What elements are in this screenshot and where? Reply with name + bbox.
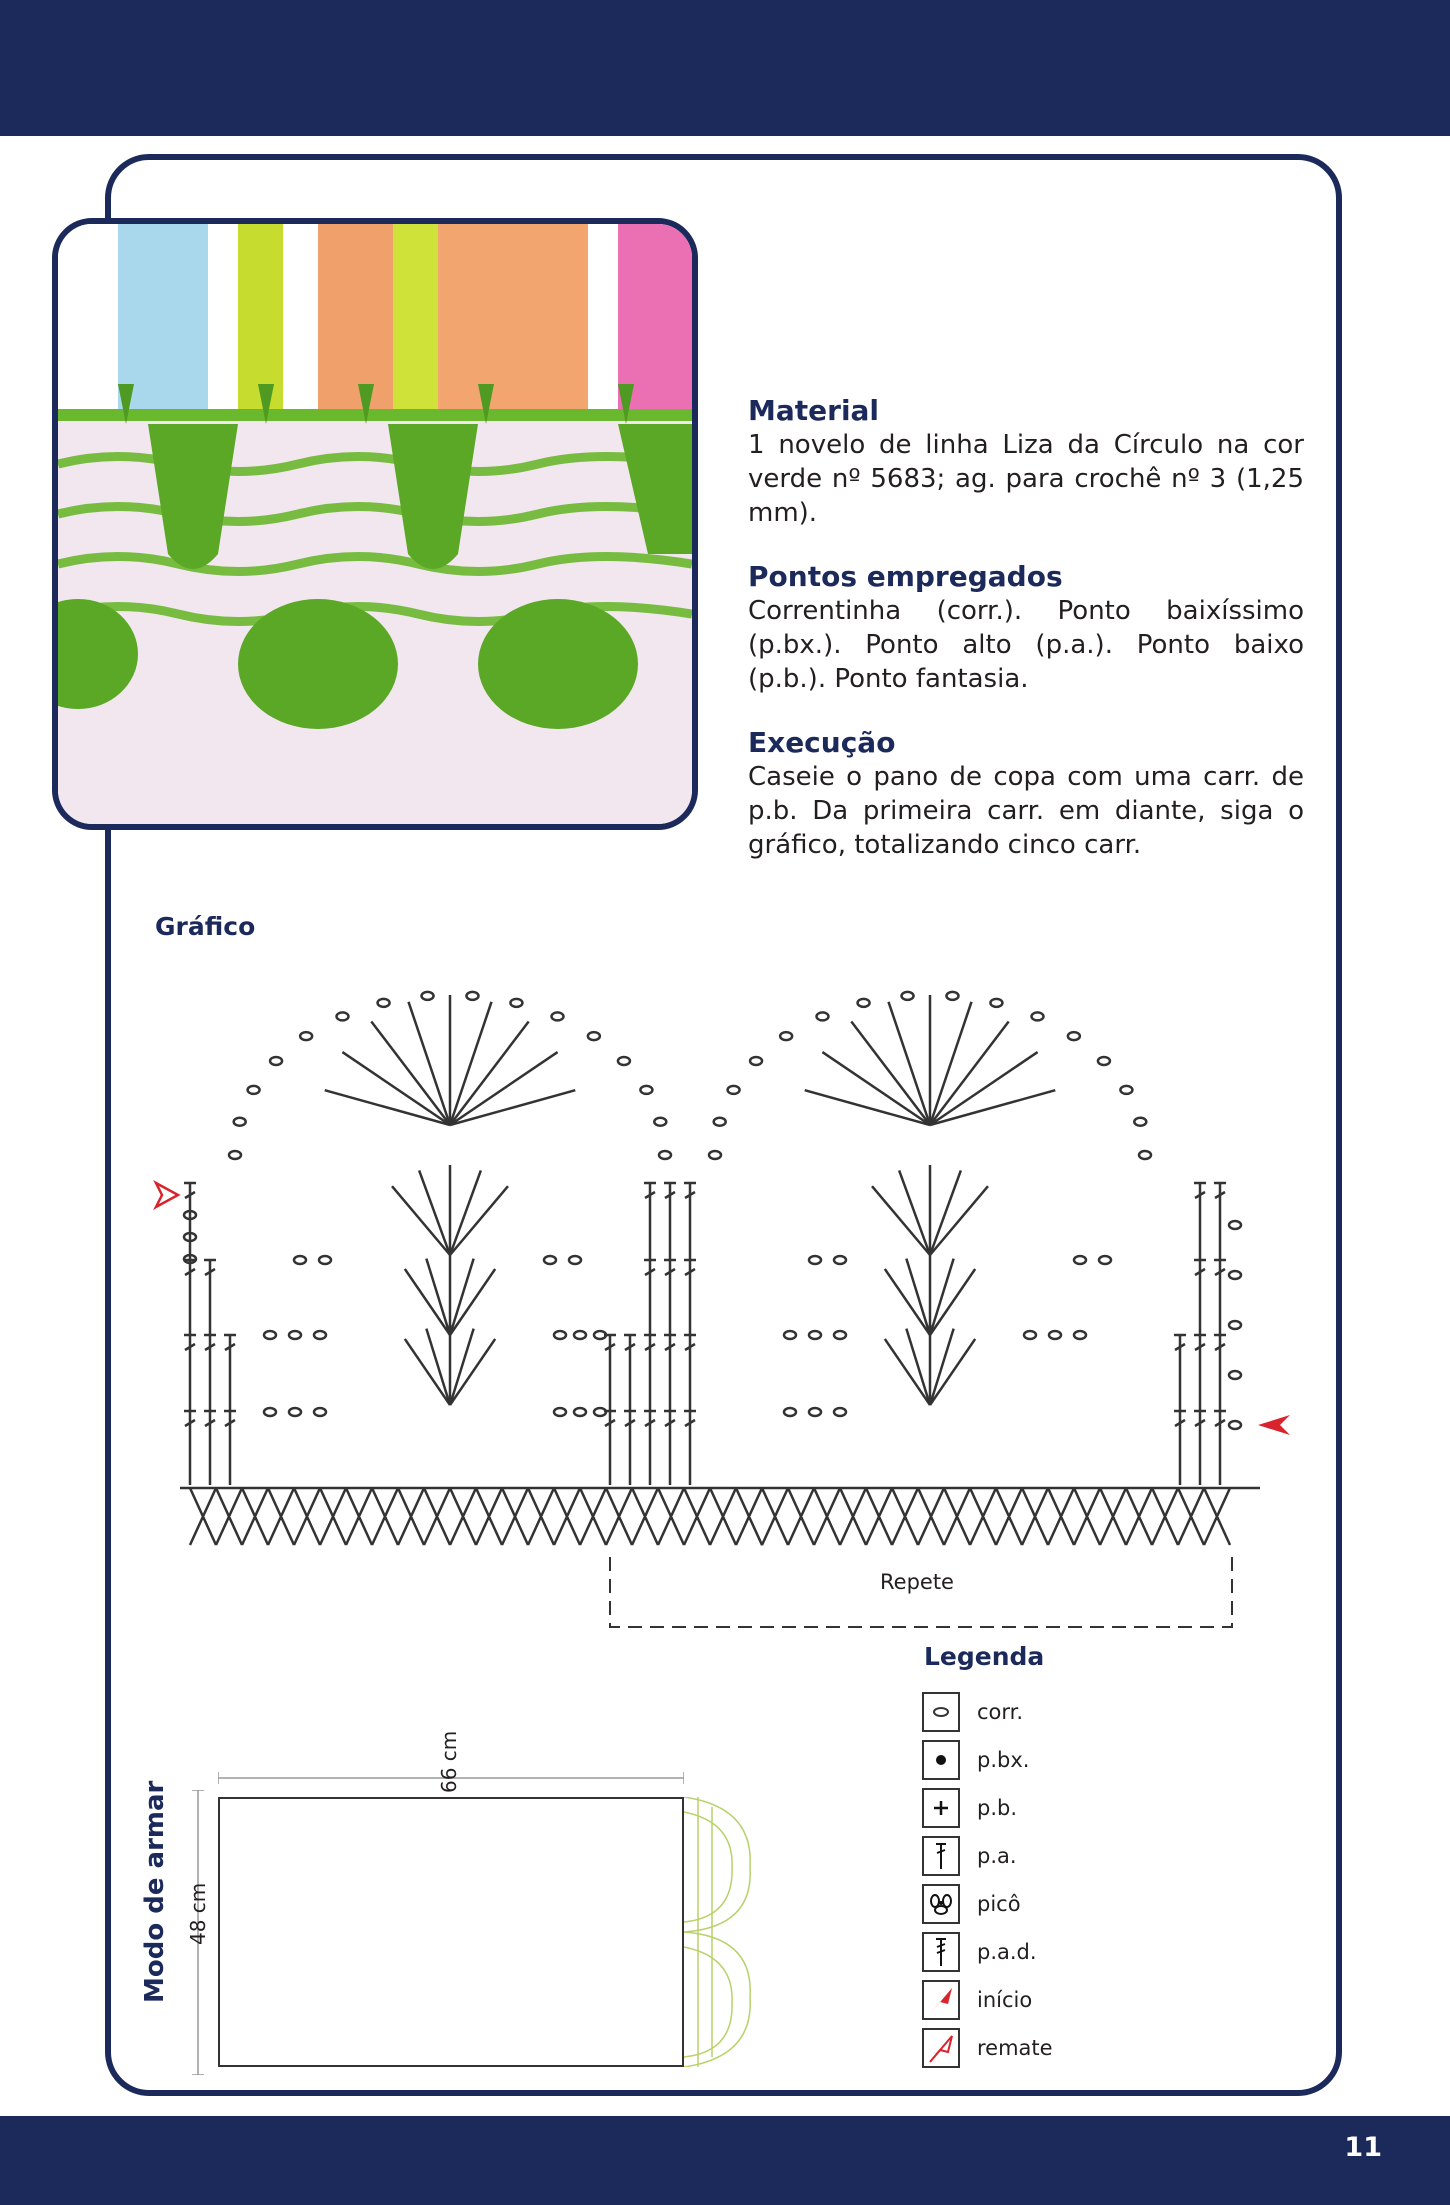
section-body-execution: Caseie o pano de copa com uma carr. de p.b. Da primeira carr. em diante, siga o gráfico, totalizando cinco carr. [748,762,1304,860]
repeat-label: Repete [880,1570,954,1594]
legend-label: p.a.d. [977,1940,1037,1964]
crochet-chart [150,925,1290,1650]
finish-arrow-icon [156,1183,178,1207]
dot-icon [922,1740,960,1780]
header-band [0,0,1450,136]
height-label: 48 cm [186,1882,210,1945]
double-tall-stitch-icon [922,1932,960,1972]
start-arrow-icon [922,1980,960,2020]
legend-label: p.b. [977,1796,1018,1820]
legend-label: corr. [977,1700,1024,1724]
legend-label: remate [977,2036,1053,2060]
edging-trim [684,1797,756,2067]
legend-label: p.bx. [977,1748,1030,1772]
chart-title: Gráfico [155,912,256,941]
assembly-title: Modo de armar [140,1780,170,2003]
section-body-material: 1 novelo de linha Liza da Círculo na cor verde nº 5683; ag. para crochê nº 3 (1,25 mm). [748,430,1304,528]
section-title-execution: Execução [748,726,896,759]
legend-label: picô [977,1892,1021,1916]
legend-title: Legenda [924,1642,1045,1671]
finish-arrow-icon [922,2028,960,2068]
width-label: 66 cm [437,1730,461,1793]
towel-rectangle [218,1797,684,2067]
start-arrow-icon [1258,1415,1290,1435]
footer-band [0,2116,1450,2205]
picot-icon [922,1884,960,1924]
tall-stitch-icon [922,1836,960,1876]
page-number: 11 [1344,2132,1382,2163]
section-title-stitches: Pontos empregados [748,560,1063,593]
chain-oval-icon [922,1692,960,1732]
product-photo [52,218,698,830]
base-row [180,1488,1260,1545]
legend-label: início [977,1988,1033,2012]
section-body-stitches: Correntinha (corr.). Ponto baixíssimo (p.bx.). Ponto alto (p.a.). Ponto baixo (p.b.). Ponto fantasia. [748,596,1304,694]
section-title-material: Material [748,394,880,427]
instructions [748,394,1304,892]
legend-label: p.a. [977,1844,1017,1868]
plus-icon [922,1788,960,1828]
